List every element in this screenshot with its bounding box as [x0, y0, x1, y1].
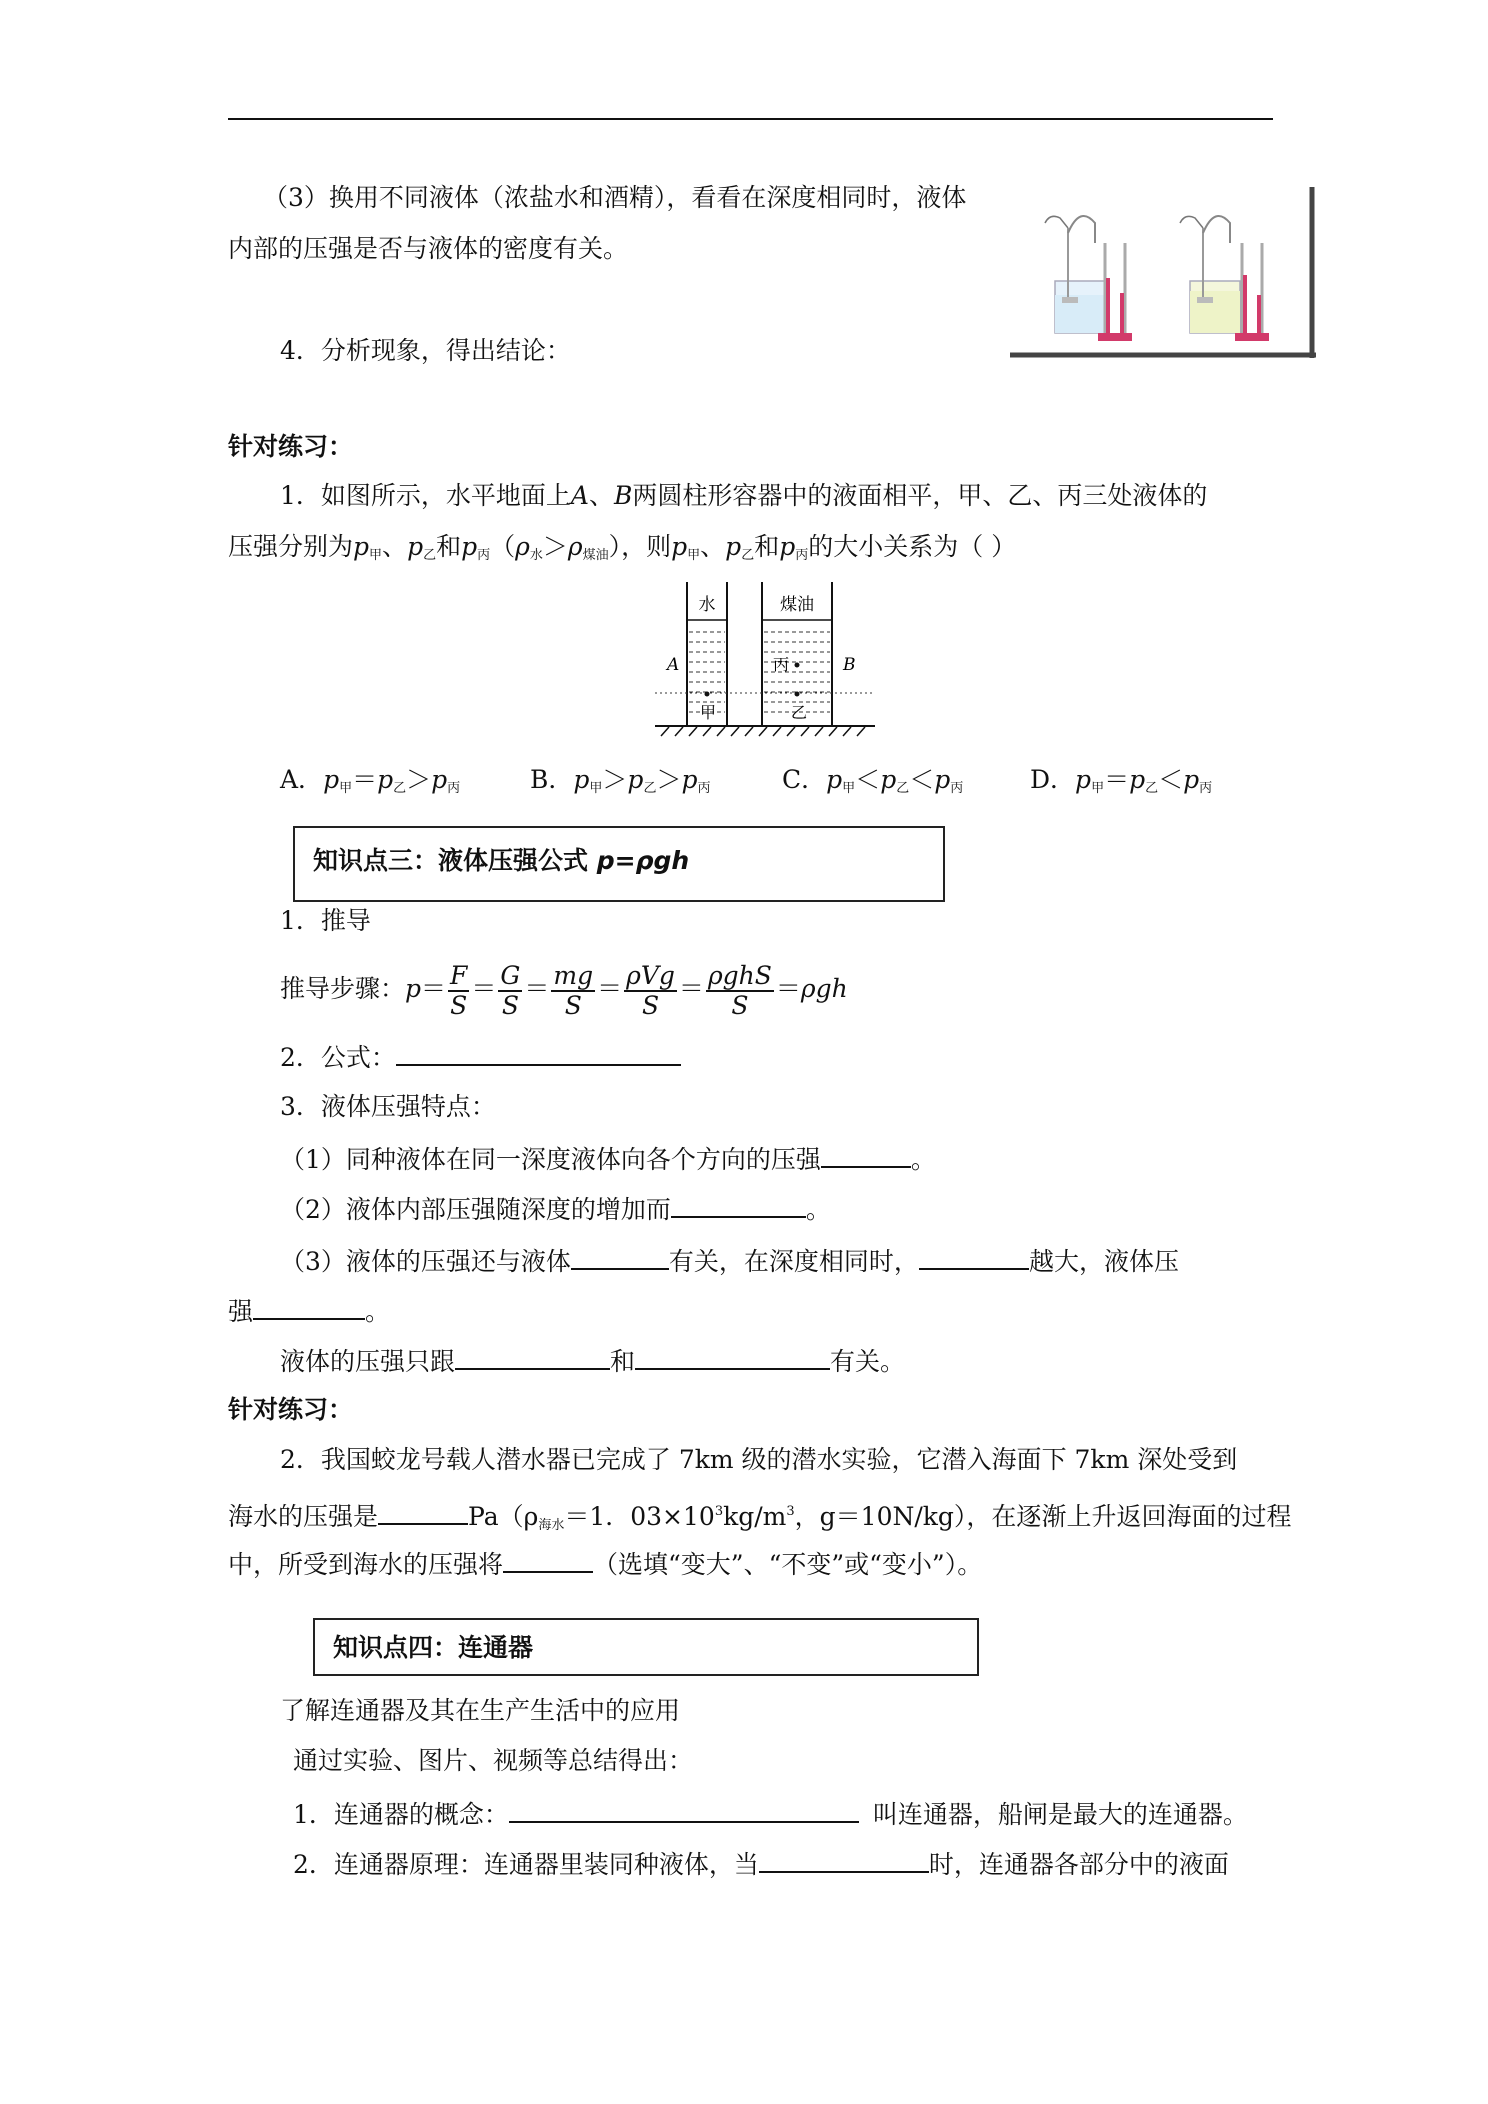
experiment-step-3-line1: （3）换用不同液体（浓盐水和酒精），看看在深度相同时，液体 [263, 183, 967, 212]
pressure-depends-line: 液体的压强只跟 和 有关。 [280, 1342, 905, 1379]
figure-label-b: B [843, 655, 856, 675]
depends-blank-a[interactable] [455, 1342, 610, 1370]
knowledge-point-4-box [313, 1618, 979, 1676]
practice-heading-1: 针对练习： [228, 432, 354, 461]
figure-point-yi [795, 692, 800, 697]
practice-1-question-line2: 压强分别为$p_甲$、$p_乙$和$p_丙(\rho_水>\rho_{煤油})$，则$p_甲$、$p_乙$和$p_丙$的大小关系为（ ） [228, 532, 1017, 563]
option-d[interactable]: D．$p_甲=p_乙<p_丙$ [1030, 765, 1213, 796]
feature-1-blank[interactable] [821, 1140, 911, 1168]
experiment-step-4: 4．分析现象，得出结论： [280, 336, 571, 365]
principle-blank[interactable] [759, 1845, 929, 1873]
figure-point-jia-label: 甲 [700, 703, 717, 722]
derivation-heading: 1．推导 [280, 906, 371, 935]
feature-3-line1: （3）液体的压强还与液体 有关，在深度相同时， 越大，液体压 [280, 1242, 1179, 1279]
feature-3-blank-c[interactable] [253, 1292, 365, 1320]
figure-point-bing [795, 663, 800, 668]
option-c[interactable]: C．$p_甲<p_乙<p_丙$ [782, 765, 964, 796]
feature-3-blank-a[interactable] [571, 1242, 669, 1270]
option-b[interactable]: B．$p_甲>p_乙>p_丙$ [530, 765, 711, 796]
figure-label-oil: 煤油 [780, 595, 814, 615]
feature-2-blank[interactable] [671, 1190, 806, 1218]
concept-blank[interactable] [509, 1795, 859, 1823]
knowledge-point-3-title: 知识点三：液体压强公式 p=ρgh [313, 846, 690, 875]
formula-blank[interactable] [396, 1038, 681, 1066]
kp4-summary: 通过实验、图片、视频等总结得出： [293, 1746, 694, 1775]
knowledge-point-3-box [293, 826, 945, 902]
figure-point-bing-label: 丙 [773, 655, 790, 674]
connected-vessel-concept: 1．连通器的概念： 叫连通器，船闸是最大的连通器。 [293, 1795, 1248, 1832]
depends-blank-b[interactable] [635, 1342, 830, 1370]
experiment-photo [1010, 183, 1316, 358]
figure-point-yi-label: 乙 [791, 703, 808, 722]
practice-1-question-line1: 1．如图所示，水平地面上A、B两圆柱形容器中的液面相平，甲、乙、丙三处液体的 [280, 481, 1208, 510]
practice-2-line3: 中，所受到海水的压强将 （选填“变大”、“不变”或“变小”）。 [228, 1545, 982, 1582]
figure-label-a: A [667, 655, 680, 675]
experiment-step-3-line2: 内部的压强是否与液体的密度有关。 [228, 234, 629, 263]
formula-line: 2．公式： [280, 1038, 681, 1075]
figure-label-water: 水 [698, 595, 716, 615]
feature-1: （1）同种液体在同一深度液体向各个方向的压强 。 [280, 1140, 936, 1177]
practice-2-line1: 2．我国蛟龙号载人潜水器已完成了 7km 级的潜水实验，它潜入海面下 7km 深处受到 [280, 1445, 1238, 1474]
option-a[interactable]: A．$p_甲=p_乙>p_丙$ [280, 765, 461, 796]
practice-2-line2: 海水的压强是 $Pa(\rho_{海水}=1$．$03\times 10^3kg/m^3$，g＝10N/kg），在逐渐上升返回海面的过程 [228, 1495, 1291, 1543]
feature-2: （2）液体内部压强随深度的增加而 。 [280, 1190, 831, 1227]
practice-heading-2: 针对练习： [228, 1395, 354, 1424]
figure-point-jia [705, 692, 710, 697]
kp4-intro: 了解连通器及其在生产生活中的应用 [280, 1696, 681, 1725]
practice-2-blank-trend[interactable] [503, 1545, 593, 1573]
connected-vessel-principle: 2．连通器原理：连通器里装同种液体，当 时，连通器各部分中的液面 [293, 1845, 1229, 1882]
container-figure [655, 580, 895, 740]
derivation-steps: 推导步骤：p＝ $\frac{F}{S}$ ＝ $\frac{G}{S}$ ＝ $\frac{mg}{S}$ ＝ $\frac{\text{ρVg}}{S}$ ＝ $\frac{\text{ρghS}}{S}$ ＝ρgh [280, 960, 848, 1020]
knowledge-point-4-title: 知识点四：连通器 [333, 1633, 534, 1662]
feature-3-line2: 强 。 [228, 1292, 390, 1329]
features-heading: 3．液体压强特点： [280, 1092, 496, 1121]
feature-3-blank-b[interactable] [919, 1242, 1029, 1270]
header-rule [228, 118, 1273, 120]
practice-2-blank-pressure[interactable] [378, 1497, 468, 1525]
